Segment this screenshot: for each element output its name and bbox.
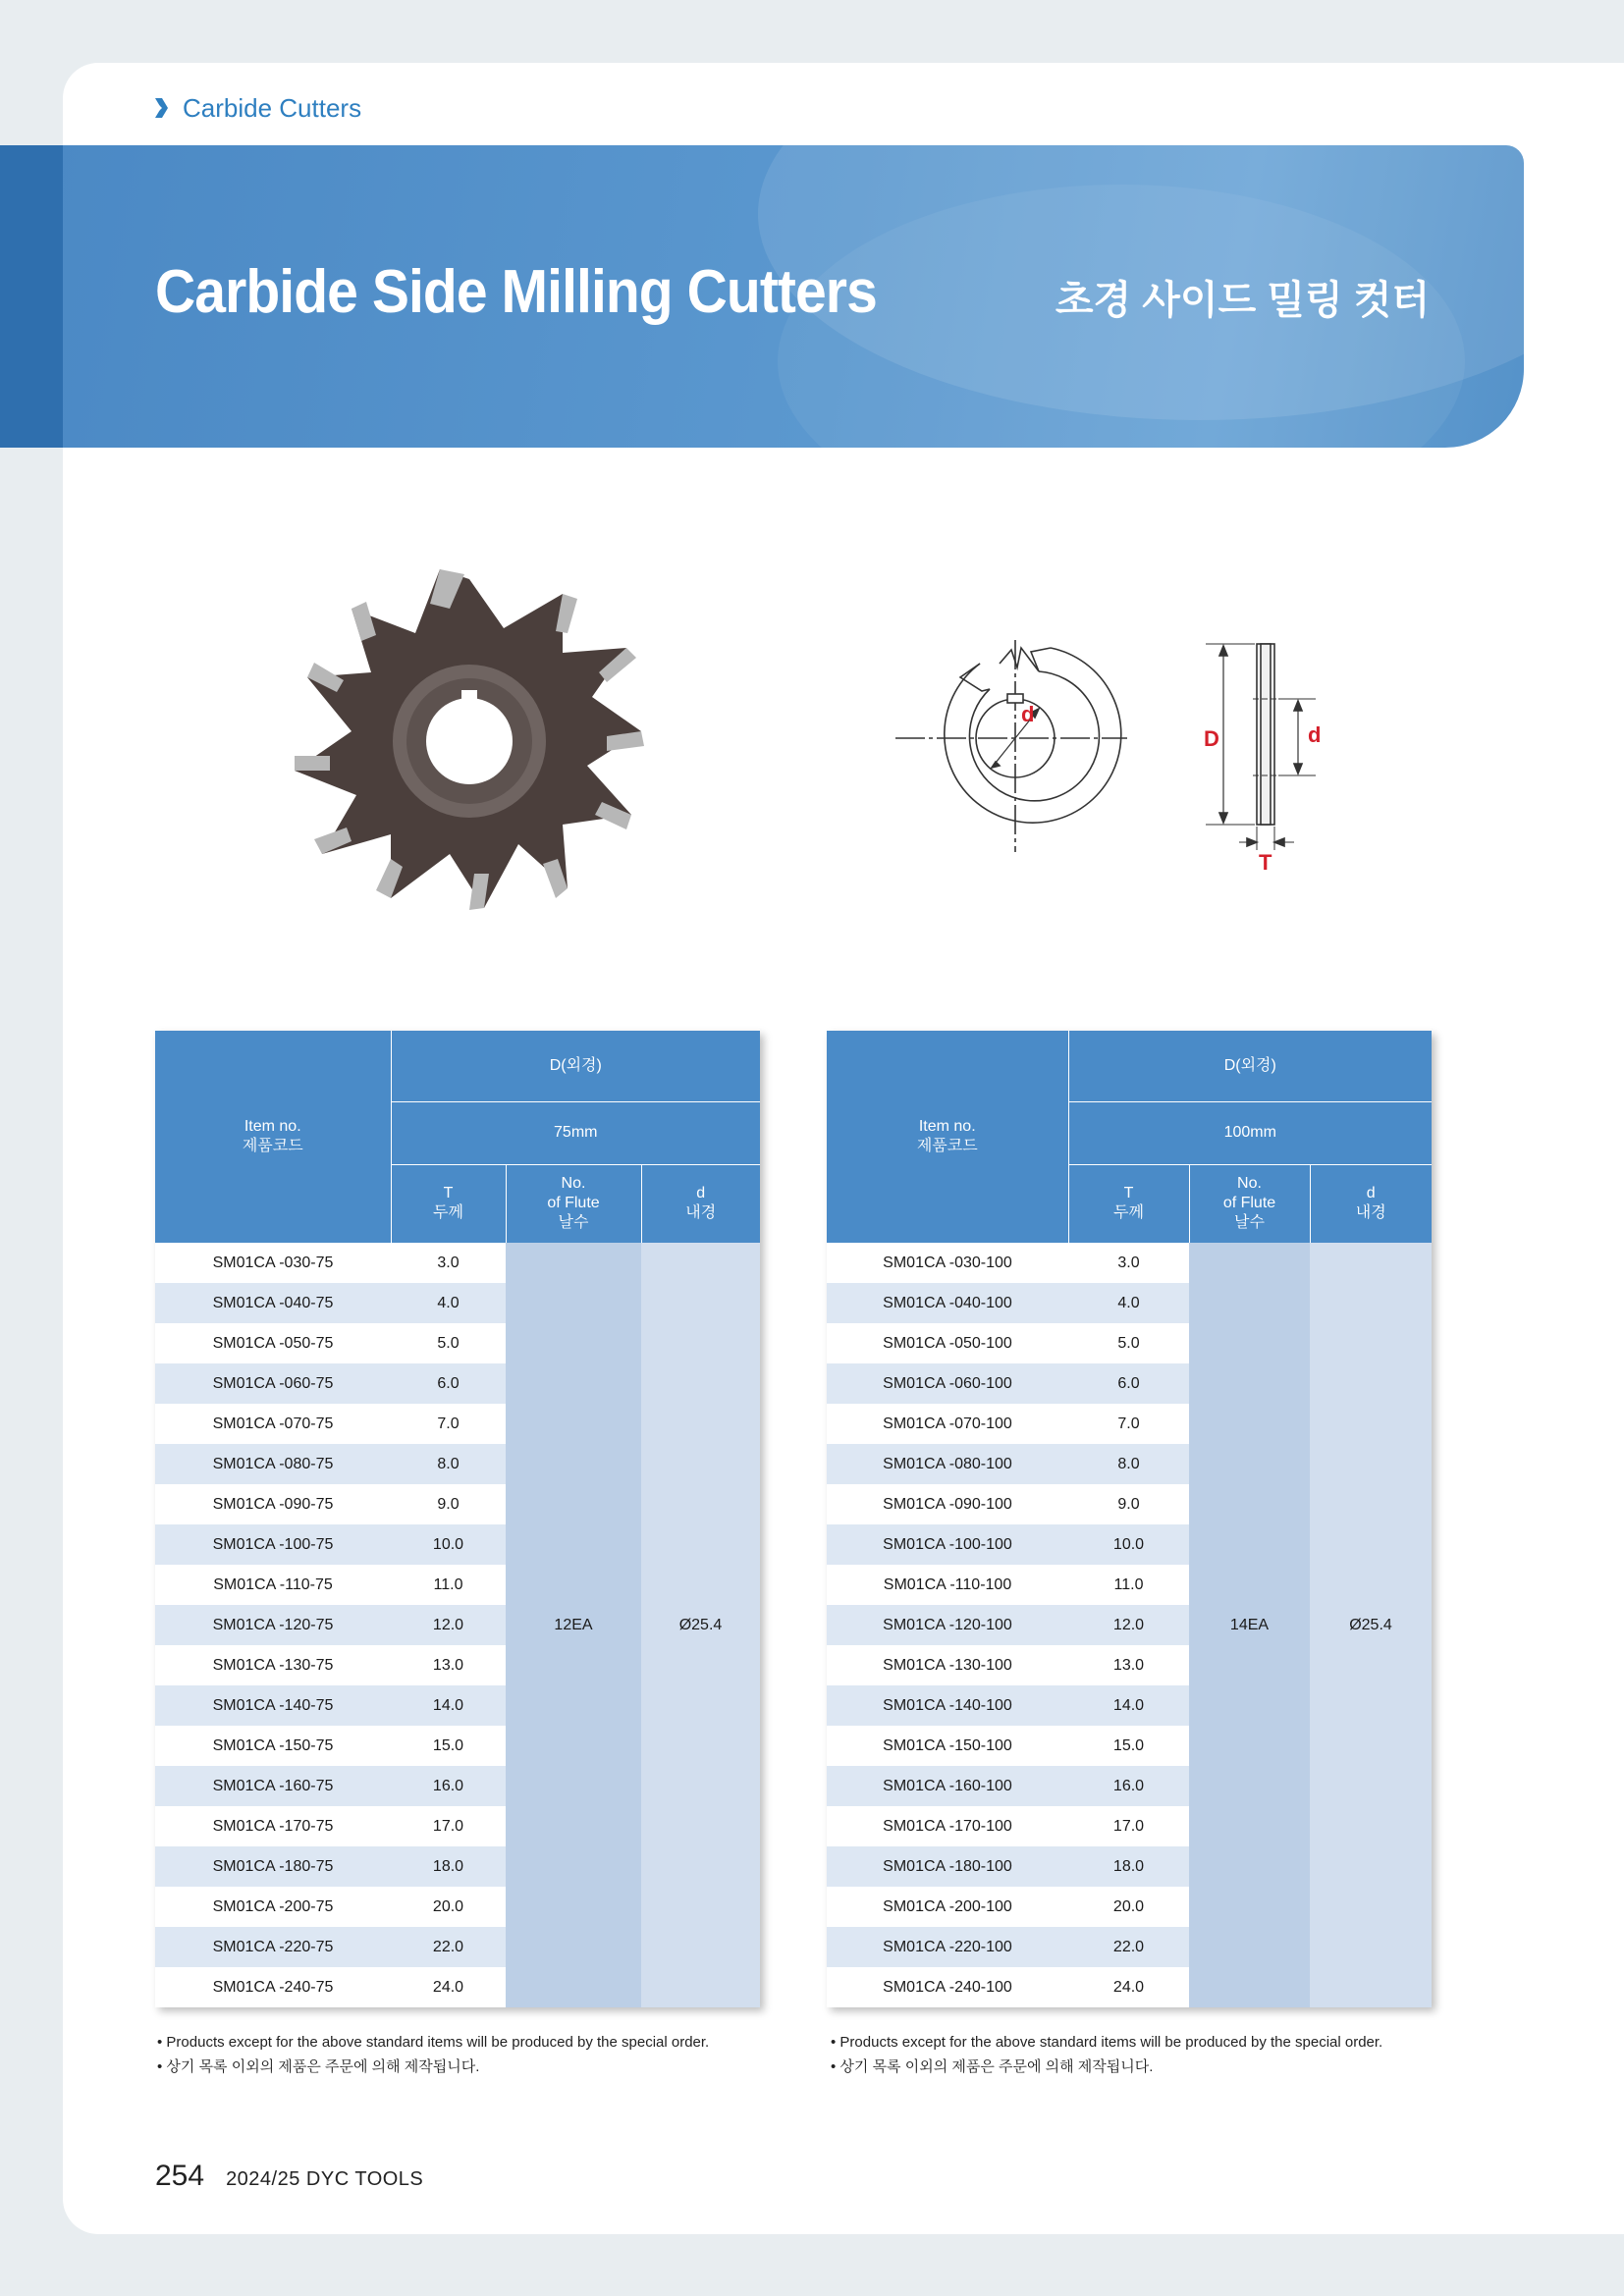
header-flutes: No. of Flute 날수 <box>1189 1164 1310 1243</box>
header-flutes: No. of Flute 날수 <box>506 1164 641 1243</box>
item-code-cell: SM01CA -130-100 <box>827 1645 1068 1685</box>
bore-diameter-cell: Ø25.4 <box>1310 1243 1432 2007</box>
note-en: • Products except for the above standard items will be produced by the special order. <box>831 2034 1383 2051</box>
notes-right <box>831 2030 1382 2079</box>
thickness-cell: 3.0 <box>391 1243 506 1283</box>
thickness-cell: 16.0 <box>1068 1766 1189 1806</box>
thickness-cell: 18.0 <box>391 1846 506 1887</box>
thickness-cell: 14.0 <box>1068 1685 1189 1726</box>
item-code-cell: SM01CA -200-100 <box>827 1887 1068 1927</box>
item-code-cell: SM01CA -220-100 <box>827 1927 1068 1967</box>
item-code-cell: SM01CA -060-100 <box>827 1363 1068 1404</box>
item-code-cell: SM01CA -040-100 <box>827 1283 1068 1323</box>
header-thickness: T 두께 <box>391 1164 506 1243</box>
thickness-cell: 4.0 <box>391 1283 506 1323</box>
item-code-cell: SM01CA -120-75 <box>155 1605 391 1645</box>
thickness-cell: 4.0 <box>1068 1283 1189 1323</box>
item-code-cell: SM01CA -060-75 <box>155 1363 391 1404</box>
item-code-cell: SM01CA -110-75 <box>155 1565 391 1605</box>
thickness-cell: 8.0 <box>391 1444 506 1484</box>
thickness-cell: 14.0 <box>391 1685 506 1726</box>
thickness-cell: 10.0 <box>1068 1524 1189 1565</box>
thickness-cell: 22.0 <box>391 1927 506 1967</box>
item-code-cell: SM01CA -090-75 <box>155 1484 391 1524</box>
thickness-cell: 5.0 <box>1068 1323 1189 1363</box>
product-figures <box>0 550 1624 942</box>
page-number: 254 <box>155 2160 205 2192</box>
spec-table-100mm <box>827 1031 1432 2007</box>
item-code-cell: SM01CA -150-75 <box>155 1726 391 1766</box>
header-item-no: Item no. 제품코드 <box>155 1031 391 1243</box>
item-code-cell: SM01CA -070-100 <box>827 1404 1068 1444</box>
table-row <box>155 1243 760 1283</box>
header-outer-diameter: D(외경) <box>1068 1031 1432 1101</box>
thickness-cell: 7.0 <box>1068 1404 1189 1444</box>
item-code-cell: SM01CA -200-75 <box>155 1887 391 1927</box>
thickness-cell: 10.0 <box>391 1524 506 1565</box>
item-code-cell: SM01CA -140-100 <box>827 1685 1068 1726</box>
item-code-cell: SM01CA -030-75 <box>155 1243 391 1283</box>
thickness-cell: 22.0 <box>1068 1927 1189 1967</box>
notes-left <box>157 2030 709 2079</box>
header-outer-diameter: D(외경) <box>391 1031 760 1101</box>
header-bore: d 내경 <box>641 1164 760 1243</box>
thickness-cell: 9.0 <box>391 1484 506 1524</box>
thickness-cell: 3.0 <box>1068 1243 1189 1283</box>
front-d-label: d <box>1021 702 1035 726</box>
thickness-cell: 12.0 <box>1068 1605 1189 1645</box>
thickness-cell: 5.0 <box>391 1323 506 1363</box>
header-size: 75mm <box>391 1101 760 1164</box>
flute-count-cell: 14EA <box>1189 1243 1310 2007</box>
header-size: 100mm <box>1068 1101 1432 1164</box>
thickness-cell: 16.0 <box>391 1766 506 1806</box>
note-en: • Products except for the above standard items will be produced by the special order. <box>157 2034 710 2051</box>
breadcrumb[interactable] <box>153 90 361 126</box>
breadcrumb-label: Carbide Cutters <box>183 92 362 123</box>
cutter-photo <box>295 569 644 910</box>
thickness-cell: 20.0 <box>391 1887 506 1927</box>
item-code-cell: SM01CA -160-100 <box>827 1766 1068 1806</box>
thickness-cell: 13.0 <box>1068 1645 1189 1685</box>
chevron-right-icon <box>153 97 169 119</box>
item-code-cell: SM01CA -120-100 <box>827 1605 1068 1645</box>
front-view-drawing <box>895 640 1127 852</box>
thickness-cell: 11.0 <box>391 1565 506 1605</box>
side-view-drawing <box>1206 644 1316 850</box>
table-row <box>827 1243 1432 1283</box>
thickness-cell: 15.0 <box>1068 1726 1189 1766</box>
thickness-cell: 24.0 <box>1068 1967 1189 2007</box>
item-code-cell: SM01CA -140-75 <box>155 1685 391 1726</box>
item-code-cell: SM01CA -160-75 <box>155 1766 391 1806</box>
thickness-cell: 12.0 <box>391 1605 506 1645</box>
thickness-cell: 24.0 <box>391 1967 506 2007</box>
side-D-label: D <box>1204 726 1219 751</box>
header-item-no: Item no. 제품코드 <box>827 1031 1068 1243</box>
thickness-cell: 20.0 <box>1068 1887 1189 1927</box>
item-code-cell: SM01CA -050-75 <box>155 1323 391 1363</box>
thickness-cell: 9.0 <box>1068 1484 1189 1524</box>
item-code-cell: SM01CA -100-75 <box>155 1524 391 1565</box>
item-code-cell: SM01CA -080-100 <box>827 1444 1068 1484</box>
item-code-cell: SM01CA -170-100 <box>827 1806 1068 1846</box>
item-code-cell: SM01CA -240-100 <box>827 1967 1068 2007</box>
thickness-cell: 6.0 <box>1068 1363 1189 1404</box>
side-d-label: d <box>1308 722 1322 747</box>
thickness-cell: 13.0 <box>391 1645 506 1685</box>
thickness-cell: 7.0 <box>391 1404 506 1444</box>
item-code-cell: SM01CA -170-75 <box>155 1806 391 1846</box>
page-footer <box>155 2160 423 2193</box>
item-code-cell: SM01CA -150-100 <box>827 1726 1068 1766</box>
bore-diameter-cell: Ø25.4 <box>641 1243 760 2007</box>
page-title-korean: 초경 사이드 밀링 컷터 <box>1055 279 1430 322</box>
item-code-cell: SM01CA -240-75 <box>155 1967 391 2007</box>
page-title: Carbide Side Milling Cutters <box>155 258 877 326</box>
thickness-cell: 11.0 <box>1068 1565 1189 1605</box>
publication-name: 2024/25 DYC TOOLS <box>226 2168 424 2190</box>
item-code-cell: SM01CA -040-75 <box>155 1283 391 1323</box>
side-T-label: T <box>1259 850 1272 875</box>
item-code-cell: SM01CA -130-75 <box>155 1645 391 1685</box>
spec-table-75mm <box>155 1031 760 2007</box>
thickness-cell: 18.0 <box>1068 1846 1189 1887</box>
item-code-cell: SM01CA -100-100 <box>827 1524 1068 1565</box>
item-code-cell: SM01CA -050-100 <box>827 1323 1068 1363</box>
note-ko: • 상기 목록 이외의 제품은 주문에 의해 제작됩니다. <box>831 2058 1154 2075</box>
thickness-cell: 17.0 <box>1068 1806 1189 1846</box>
item-code-cell: SM01CA -090-100 <box>827 1484 1068 1524</box>
item-code-cell: SM01CA -220-75 <box>155 1927 391 1967</box>
thickness-cell: 8.0 <box>1068 1444 1189 1484</box>
note-ko: • 상기 목록 이외의 제품은 주문에 의해 제작됩니다. <box>157 2058 480 2075</box>
thickness-cell: 15.0 <box>391 1726 506 1766</box>
flute-count-cell: 12EA <box>506 1243 641 2007</box>
item-code-cell: SM01CA -070-75 <box>155 1404 391 1444</box>
item-code-cell: SM01CA -180-75 <box>155 1846 391 1887</box>
thickness-cell: 17.0 <box>391 1806 506 1846</box>
thickness-cell: 6.0 <box>391 1363 506 1404</box>
header-thickness: T 두께 <box>1068 1164 1189 1243</box>
item-code-cell: SM01CA -080-75 <box>155 1444 391 1484</box>
item-code-cell: SM01CA -180-100 <box>827 1846 1068 1887</box>
header-bore: d 내경 <box>1310 1164 1432 1243</box>
item-code-cell: SM01CA -110-100 <box>827 1565 1068 1605</box>
item-code-cell: SM01CA -030-100 <box>827 1243 1068 1283</box>
